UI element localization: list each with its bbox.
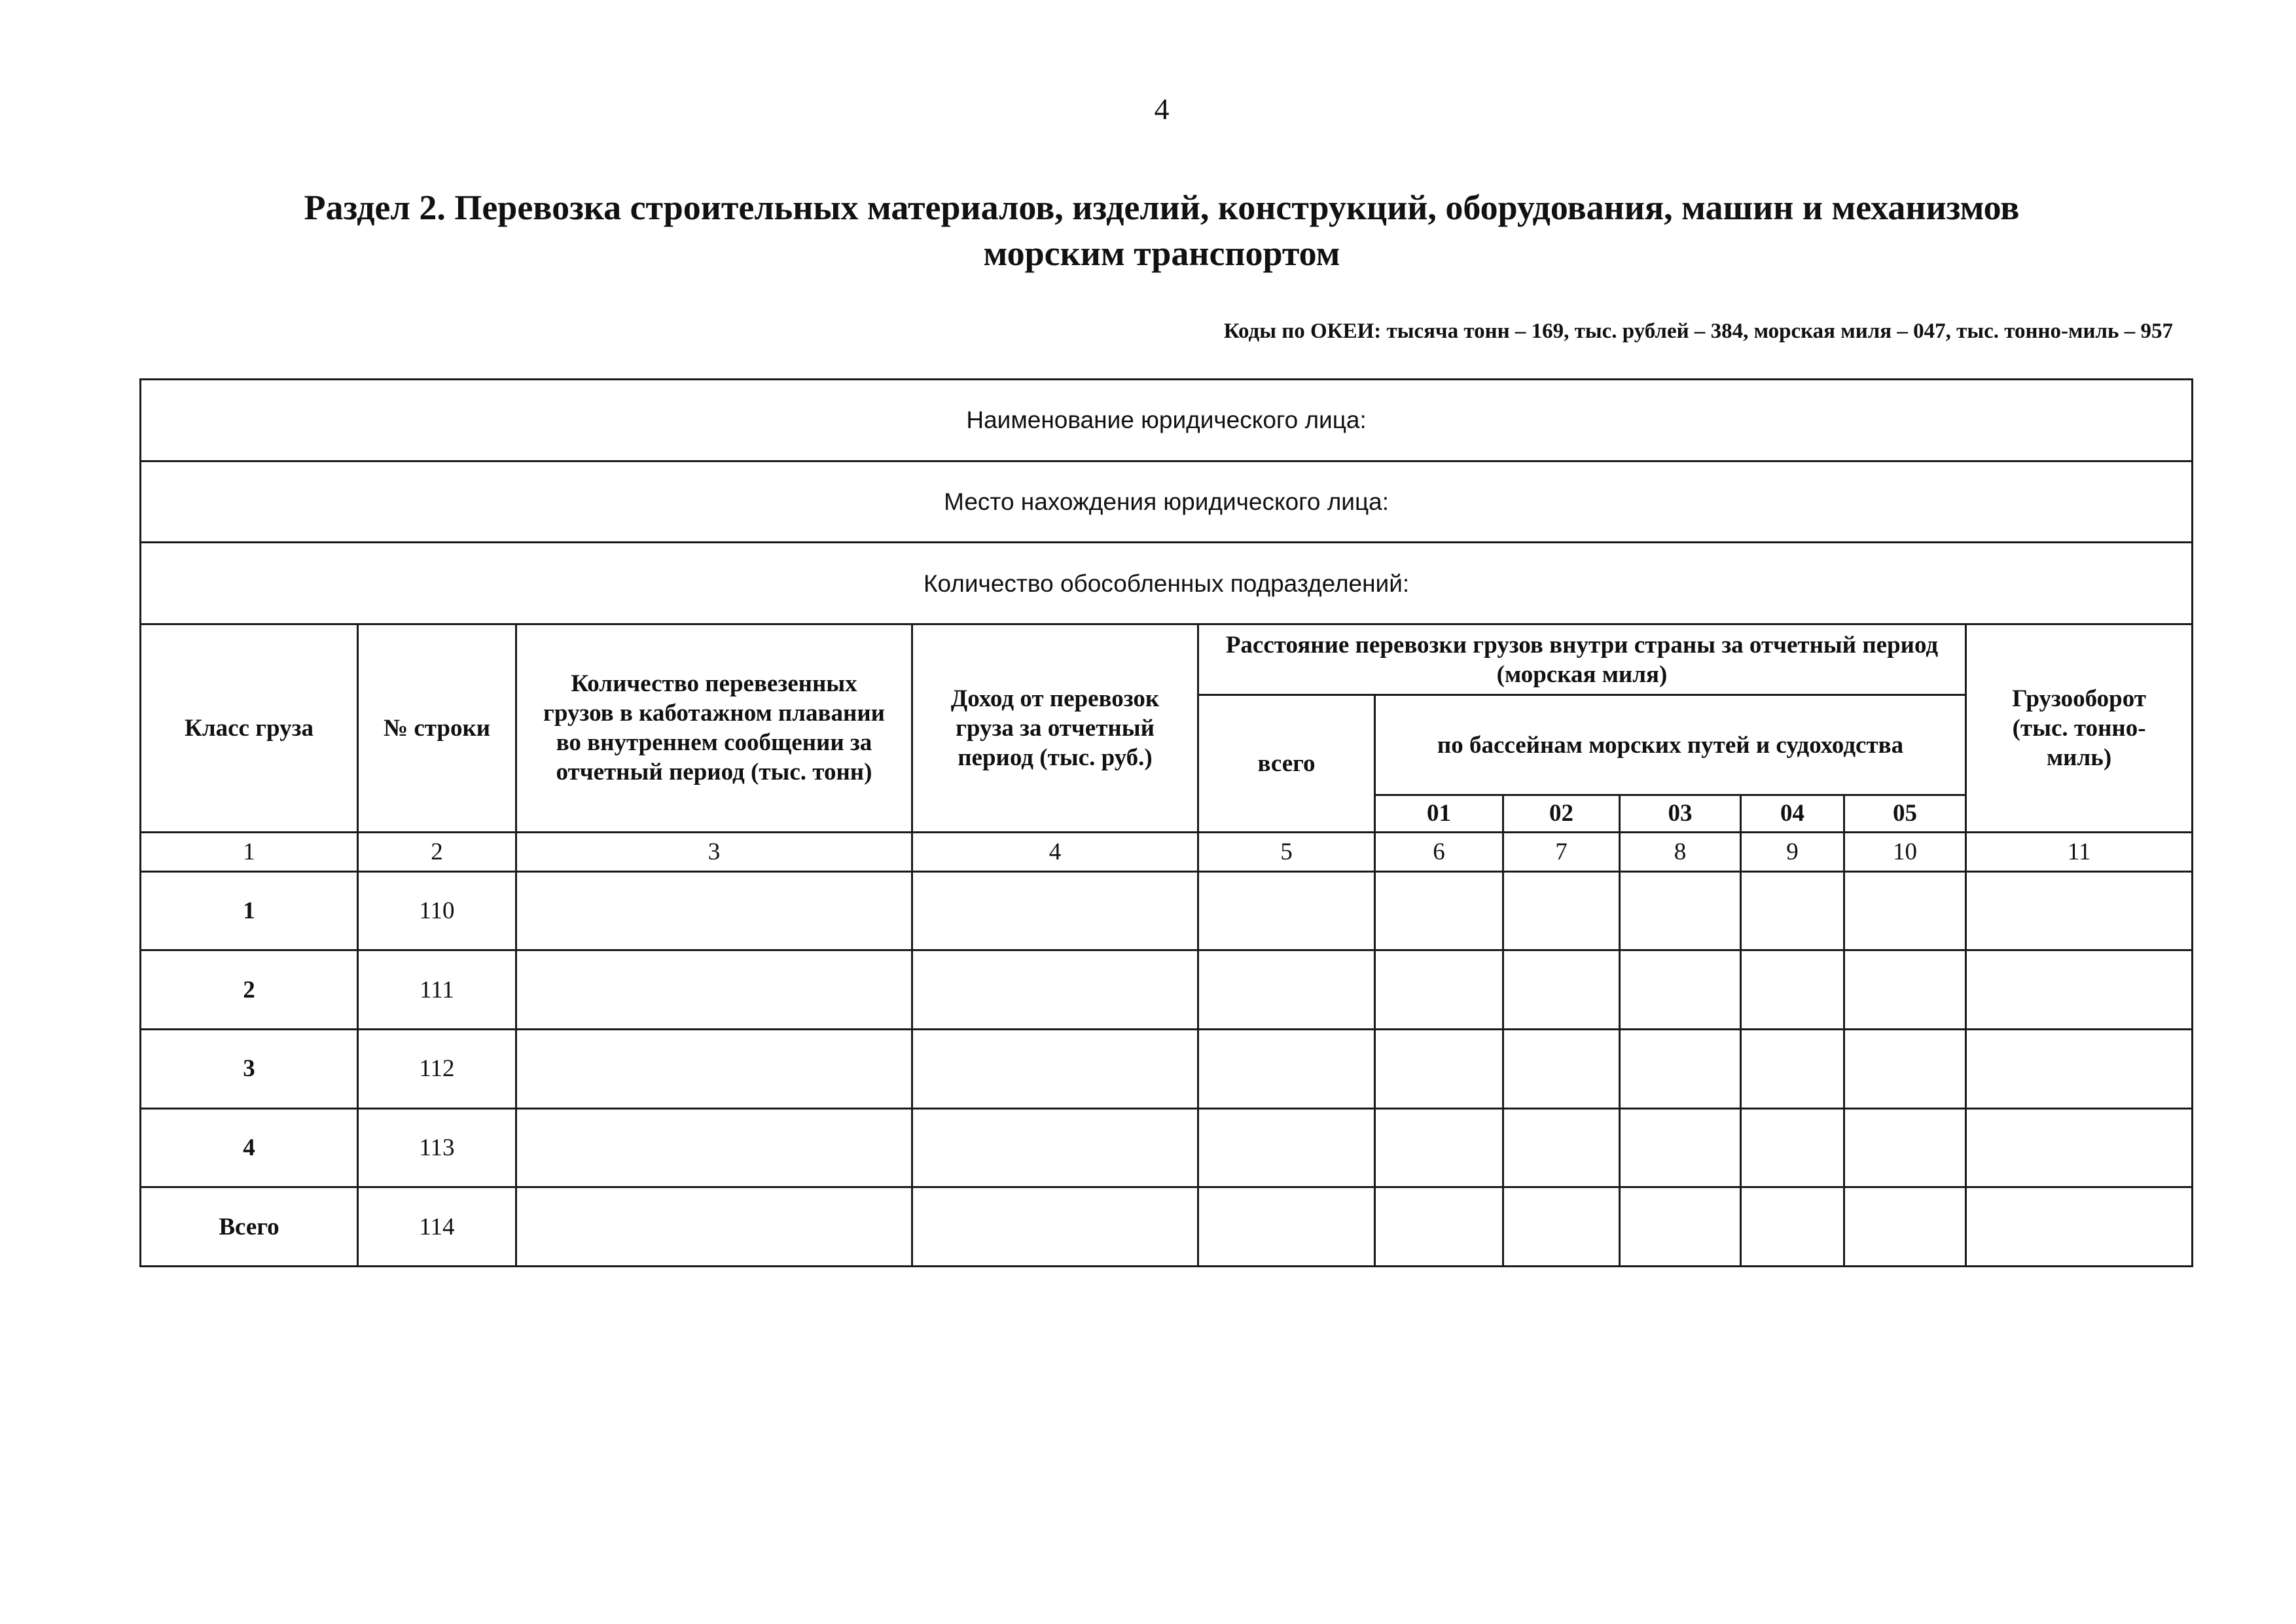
column-number: 7 bbox=[1503, 832, 1620, 871]
column-number: 3 bbox=[516, 832, 912, 871]
cargo-class-cell: 2 bbox=[141, 950, 358, 1030]
header-income: Доход от перевозок груза за отчетный период (тыс. руб.) bbox=[912, 624, 1198, 832]
turnover-cell[interactable] bbox=[1966, 1030, 2193, 1109]
section-title-line2: морским транспортом bbox=[983, 234, 1340, 273]
basin-05-cell[interactable] bbox=[1844, 1187, 1966, 1267]
legal-location-field[interactable]: Место нахождения юридического лица: bbox=[141, 461, 2193, 543]
distance-total-cell[interactable] bbox=[1198, 1030, 1375, 1109]
row-number-cell: 114 bbox=[358, 1187, 516, 1267]
header-by-basins: по бассейнам морских путей и судоходства bbox=[1375, 695, 1966, 795]
basin-03-cell[interactable] bbox=[1620, 1108, 1741, 1187]
distance-total-cell[interactable] bbox=[1198, 1187, 1375, 1267]
basin-05-cell[interactable] bbox=[1844, 950, 1966, 1030]
basin-03-cell[interactable] bbox=[1620, 1030, 1741, 1109]
basin-02-cell[interactable] bbox=[1503, 950, 1620, 1030]
section-title-line1: Раздел 2. Перевозка строительных материалов, изделий, конструкций, оборудования, машин и механизмов bbox=[304, 188, 2020, 227]
cargo-class-cell: 4 bbox=[141, 1108, 358, 1187]
basin-01-cell[interactable] bbox=[1375, 871, 1503, 950]
cargo-class-total-cell: Всего bbox=[141, 1187, 358, 1267]
column-numbers-row bbox=[141, 832, 2193, 871]
table-row bbox=[141, 1108, 2193, 1187]
basin-02-cell[interactable] bbox=[1503, 1108, 1620, 1187]
row-number-cell: 112 bbox=[358, 1030, 516, 1109]
turnover-cell[interactable] bbox=[1966, 1108, 2193, 1187]
basin-01-cell[interactable] bbox=[1375, 950, 1503, 1030]
turnover-cell[interactable] bbox=[1966, 950, 2193, 1030]
basin-03-cell[interactable] bbox=[1620, 871, 1741, 950]
cargo-class-cell: 1 bbox=[141, 871, 358, 950]
income-cell[interactable] bbox=[912, 1108, 1198, 1187]
section-title bbox=[164, 185, 2160, 276]
column-number: 5 bbox=[1198, 832, 1375, 871]
basin-04-cell[interactable] bbox=[1741, 871, 1844, 950]
legal-name-field[interactable]: Наименование юридического лица: bbox=[141, 380, 2193, 461]
income-cell[interactable] bbox=[912, 950, 1198, 1030]
basin-01-cell[interactable] bbox=[1375, 1187, 1503, 1267]
table-row-total bbox=[141, 1187, 2193, 1267]
header-basin-03: 03 bbox=[1620, 795, 1741, 832]
quantity-cell[interactable] bbox=[516, 950, 912, 1030]
column-number: 9 bbox=[1741, 832, 1844, 871]
basin-02-cell[interactable] bbox=[1503, 1187, 1620, 1267]
header-basin-02: 02 bbox=[1503, 795, 1620, 832]
distance-total-cell[interactable] bbox=[1198, 1108, 1375, 1187]
header-basin-05: 05 bbox=[1844, 795, 1966, 832]
header-cargo-class: Класс груза bbox=[141, 624, 358, 832]
distance-total-cell[interactable] bbox=[1198, 950, 1375, 1030]
basin-05-cell[interactable] bbox=[1844, 1030, 1966, 1109]
basin-04-cell[interactable] bbox=[1741, 1187, 1844, 1267]
income-cell[interactable] bbox=[912, 871, 1198, 950]
income-cell[interactable] bbox=[912, 1030, 1198, 1109]
row-number-cell: 111 bbox=[358, 950, 516, 1030]
header-distance: Расстояние перевозки грузов внутри страны за отчетный период (морская миля) bbox=[1198, 624, 1966, 695]
column-number: 1 bbox=[141, 832, 358, 871]
column-number: 2 bbox=[358, 832, 516, 871]
basin-04-cell[interactable] bbox=[1741, 1030, 1844, 1109]
table-row bbox=[141, 871, 2193, 950]
subdivisions-field[interactable]: Количество обособленных подразделений: bbox=[141, 543, 2193, 624]
basin-02-cell[interactable] bbox=[1503, 1030, 1620, 1109]
column-number: 8 bbox=[1620, 832, 1741, 871]
header-basin-04: 04 bbox=[1741, 795, 1844, 832]
column-number: 4 bbox=[912, 832, 1198, 871]
column-number: 11 bbox=[1966, 832, 2193, 871]
basin-05-cell[interactable] bbox=[1844, 871, 1966, 950]
basin-02-cell[interactable] bbox=[1503, 871, 1620, 950]
header-row-number: № строки bbox=[358, 624, 516, 832]
distance-total-cell[interactable] bbox=[1198, 871, 1375, 950]
row-number-cell: 110 bbox=[358, 871, 516, 950]
header-turnover: Грузооборот (тыс. тонно-миль) bbox=[1966, 624, 2193, 832]
basin-03-cell[interactable] bbox=[1620, 950, 1741, 1030]
basin-03-cell[interactable] bbox=[1620, 1187, 1741, 1267]
page-number: 4 bbox=[1154, 92, 1170, 126]
quantity-cell[interactable] bbox=[516, 1108, 912, 1187]
basin-04-cell[interactable] bbox=[1741, 1108, 1844, 1187]
row-number-cell: 113 bbox=[358, 1108, 516, 1187]
column-number: 10 bbox=[1844, 832, 1966, 871]
basin-05-cell[interactable] bbox=[1844, 1108, 1966, 1187]
income-cell[interactable] bbox=[912, 1187, 1198, 1267]
basin-01-cell[interactable] bbox=[1375, 1108, 1503, 1187]
quantity-cell[interactable] bbox=[516, 1030, 912, 1109]
header-distance-total: всего bbox=[1198, 695, 1375, 832]
table-row bbox=[141, 950, 2193, 1030]
report-table bbox=[139, 378, 2193, 1267]
quantity-cell[interactable] bbox=[516, 1187, 912, 1267]
quantity-cell[interactable] bbox=[516, 871, 912, 950]
turnover-cell[interactable] bbox=[1966, 871, 2193, 950]
table-row bbox=[141, 1030, 2193, 1109]
okei-codes: Коды по ОКЕИ: тысяча тонн – 169, тыс. рублей – 384, морская миля – 047, тыс. тонно-миль – 957 bbox=[1223, 319, 2173, 343]
cargo-class-cell: 3 bbox=[141, 1030, 358, 1109]
basin-04-cell[interactable] bbox=[1741, 950, 1844, 1030]
header-quantity: Количество перевезенных грузов в каботажном плавании во внутреннем сообщении за отчетный период (тыс. тонн) bbox=[516, 624, 912, 832]
basin-01-cell[interactable] bbox=[1375, 1030, 1503, 1109]
column-number: 6 bbox=[1375, 832, 1503, 871]
turnover-cell[interactable] bbox=[1966, 1187, 2193, 1267]
header-basin-01: 01 bbox=[1375, 795, 1503, 832]
